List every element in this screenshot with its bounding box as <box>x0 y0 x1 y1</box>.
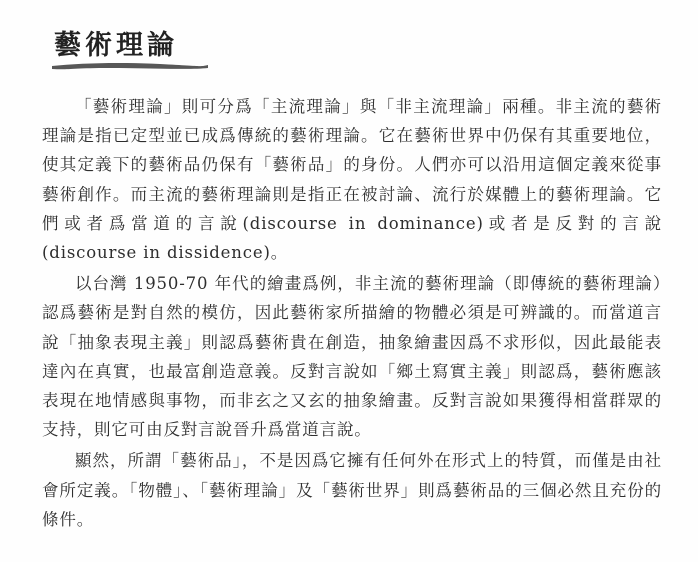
paragraph-3: 顯然，所謂「藝術品」，不是因爲它擁有任何外在形式上的特質，而僅是由社會所定義。「物體」、「藝術理論」及「藝術世界」則爲藝術品的三個必然且充份的條件。 <box>42 451 662 529</box>
paragraph-1: 「藝術理論」則可分爲「主流理論」與「非主流理論」兩種。非主流的藝術理論是指已定型並已成爲傳統的藝術理論。它在藝術世界中仍保有其重要地位，使其定義下的藝術品仍保有「藝術品」的身份。人們亦可以沿用這個定義來從事藝術創作。而主流的藝術理論則是指正在被討論、流行於媒體上的藝術理論。它們或者爲當道的言說(discourse in dominance)或者是反對的言說(discourse in dissidence)。 <box>42 97 662 263</box>
paragraph-2: 以台灣 1950-70 年代的繪畫爲例，非主流的藝術理論（即傳統的藝術理論）認爲藝術是對自然的模仿，因此藝術家所描繪的物體必須是可辨識的。而當道言說「抽象表現主義」則認爲藝術貴在創造，抽象繪畫因爲不求形似，因此最能表達內在真實，也最富創造意義。反對言說如「鄉土寫實主義」則認爲，藝術應該表現在地情感與事物，而非玄之又玄的抽象繪畫。反對言說如果獲得相當群眾的支持，則它可由反對言說晉升爲當道言說。 <box>42 274 662 440</box>
section-heading <box>54 26 214 70</box>
body-text <box>42 92 662 534</box>
brush-underline <box>50 59 210 73</box>
section-title: 藝術理論 <box>54 30 178 61</box>
